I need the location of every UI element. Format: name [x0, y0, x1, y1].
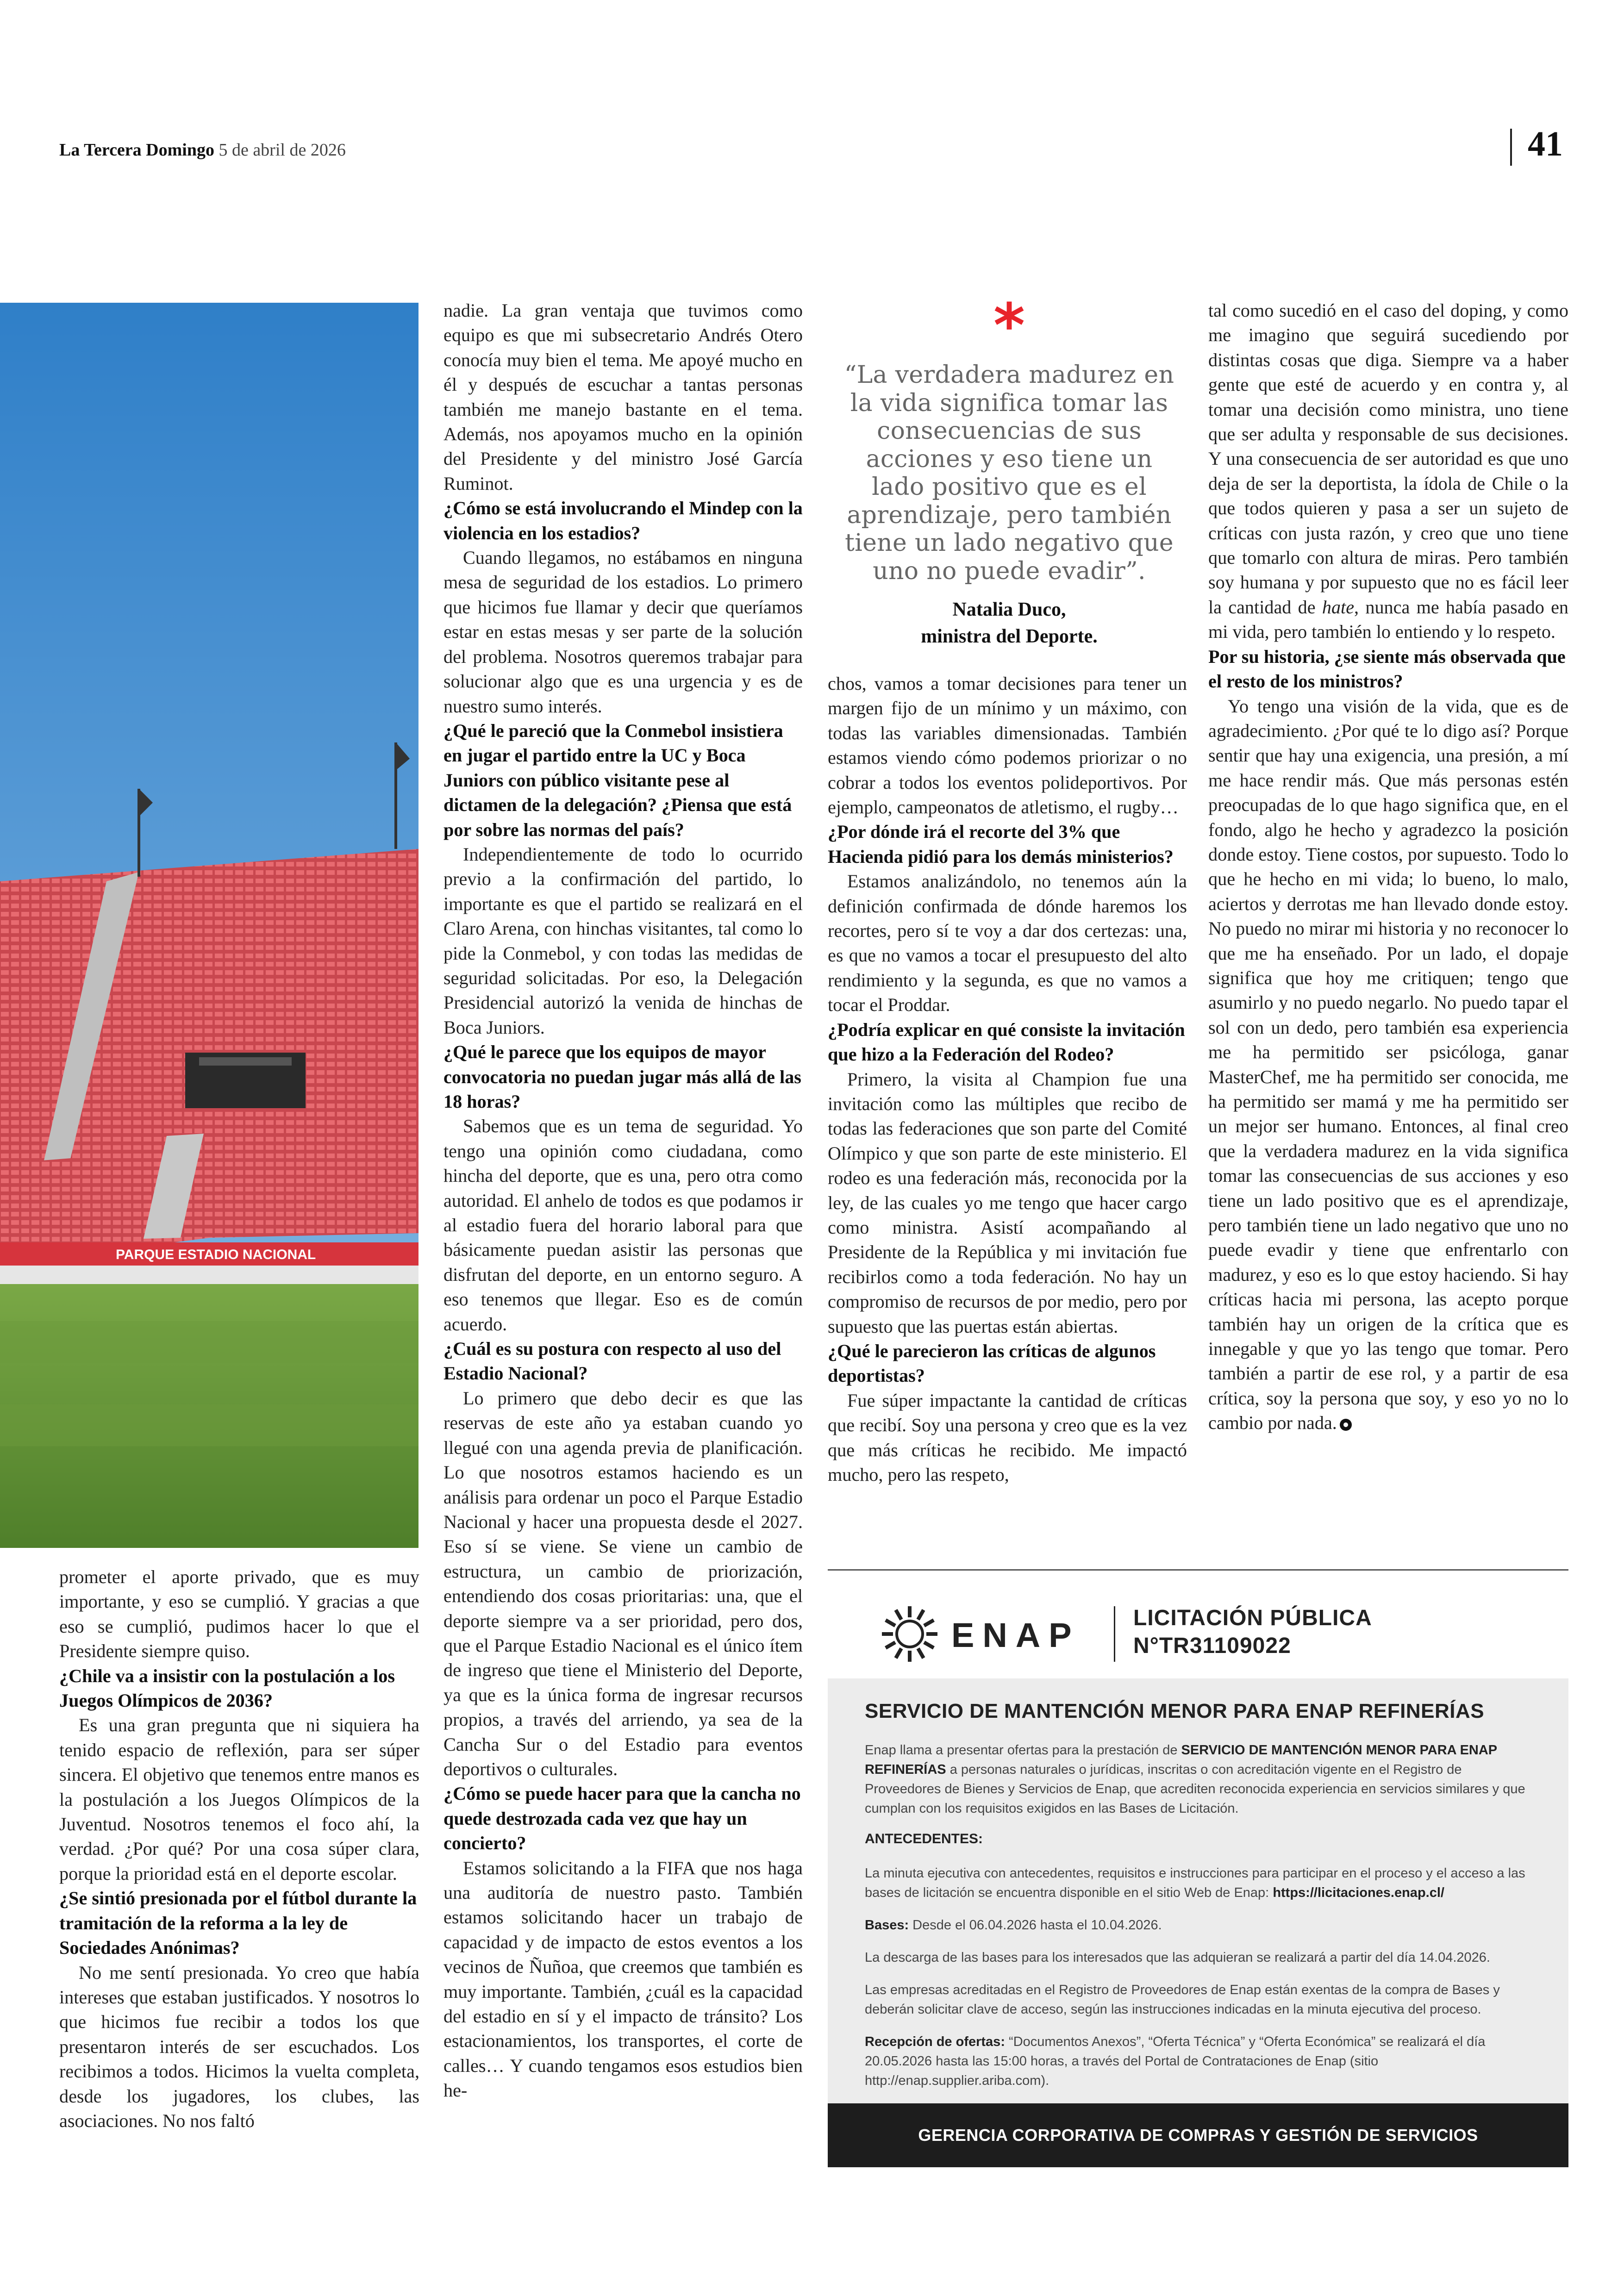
- pull-quote-author: [843, 596, 1176, 650]
- ad-title-line-2: N°TR31109022: [1133, 1634, 1291, 1658]
- ad-minuta: La minuta ejecutiva con antecedentes, requisitos e instrucciones para participar en el proceso y el acceso a las bases de licitación se encuentra disponible en el sitio Web de Enap: https://licitaciones.enap.cl/: [865, 1866, 1525, 1900]
- pull-quote-author-name: Natalia Duco,: [952, 599, 1066, 620]
- interview-answer: Independientemente de todo lo ocurrido previo a la confirmación del partido, lo importante es que el partido se realizará en el Claro Arena, con hinchas visitantes, tal como lo pide la Conmebol, y con todas las medidas de seguridad solicitadas. Por eso, la Delegación Presidencial autorizó la venida de hinchas de Boca Juniors.: [443, 843, 803, 1038]
- interview-answer: Yo tengo una visión de la vida, que es de agradecimiento. ¿Por qué te lo digo así? Porque sentir que hay una exigencia, una presión, a mí me hace rendir más. Que más personas estén preocupadas de lo que hago significa que, en el fondo, algo he hecho y agradezco la posición donde estoy. Tiene costos, por supuesto. Todo lo que he hecho en mi vida; lo bueno, lo malo, aciertos y derrotas me han llevado donde estoy. No puedo no mirar mi historia y no reconocer lo que me ha enseñado. Por un lado, el dopaje significa que hoy me critiquen; tengo que asumirlo y no puedo negarlo. No puedo tapar el sol con un dedo, pero también esa experiencia me ha permitido ser psicóloga, ganar MasterChef, me ha permitido ser conocida, me ha permitido ser mamá y me ha permitido ser un mejor ser humano. Entonces, al final creo que la verdadera madurez en la vida significa tomar las consecuencias de sus acciones y eso tiene un lado positivo que es el aprendizaje, pero también tiene un lado negativo que uno no puede evadir y tiene que enfrentarlo con madurez, y eso es lo que estoy haciendo. Si hay críticas hacia mi persona, las acepto porque también hay un origen de la crítica que es innegable y que yo las tengo que tomar. Pero también a partir de ese rol, y a partir de esa crítica, soy la persona que soy, y eso yo no lo cambio por nada.: [1208, 695, 1568, 1434]
- interview-question: ¿Qué le parece que los equipos de mayor convocatoria no puedan jugar más allá de las 18 horas?: [443, 1041, 801, 1112]
- ad-link[interactable]: https://licitaciones.enap.cl/: [1273, 1885, 1444, 1900]
- interview-question: ¿Qué le parecieron las críticas de algunos deportistas?: [828, 1340, 1156, 1386]
- ad-title-line-1: LICITACIÓN PÚBLICA: [1133, 1606, 1372, 1630]
- ad-recepcion: Recepción de ofertas: “Documentos Anexos”, “Oferta Técnica” y “Oferta Económica” se realizará el día 20.05.2026 hasta las 15:00 horas, a través del Portal de Contrataciones de Enap (sitio http://enap.supplier.ariba.com).: [865, 2034, 1486, 2088]
- enap-logo-icon: [877, 1602, 942, 1669]
- interview-answer: chos, vamos a tomar decisiones para tener un margen fijo de un mínimo y un máximo, con todas las variables dimensionadas. También estamos viendo cómo podemos priorizar o no cobrar a todos los eventos polideportivos. Por ejemplo, campeonatos de atletismo, el rugby…: [828, 673, 1187, 818]
- ad-descarga: La descarga de las bases para los interesados que las adquieran se realizará a partir del día 14.04.2026.: [865, 1950, 1490, 1965]
- interview-answer: Fue súper impactante la cantidad de críticas que recibí. Soy una persona y creo que es la vez que más críticas he recibido. Me impactó mucho, pero las respeto,: [828, 1390, 1187, 1485]
- interview-question: ¿Se sintió presionada por el fútbol durante la tramitación de la reforma a la ley de Sociedades Anónimas?: [59, 1888, 417, 1958]
- interview-answer: Primero, la visita al Champion fue una invitación como las múltiples que recibo de todas las federaciones que son parte del Comité Olímpico y que son parte de este ministerio. El rodeo es una federación más, reconocida por la ley, de las cuales yo me tengo que hacer cargo como ministra. Asistí acompañando al Presidente de la República y mi invitación fue recibirlos como a toda federación. No hay un compromiso de recursos de por medio, pero por supuesto que las puertas están abiertas.: [828, 1068, 1187, 1337]
- ad-title-divider: [1114, 1606, 1115, 1662]
- article-column-1: [59, 1565, 419, 2133]
- interview-answer: Sabemos que es un tema de seguridad. Yo tengo una opinión como ciudadana, como hincha del deporte, que es una, pero otra como autoridad. El anhelo de todos es que podamos ir al estadio fuera del horario laboral para que básicamente puedan asistir las personas que disfrutan del deporte, en un entorno seguro. A eso tenemos que llegar. Eso es de común acuerdo.: [443, 1116, 803, 1335]
- interview-answer: Estamos solicitando a la FIFA que nos haga una auditoría de nuestro pasto. También estamos solicitando hacer un trabajo de capacidad y de impacto de estos eventos a los vecinos de Ñuñoa, que creemos que también es muy importante. También, ¿cuál es la capacidad del estadio en sí y el impacto de tránsito? Los estacionamientos, los transportes, el corte de calles… Y cuando tengamos esos estudios bien he-: [443, 1857, 803, 2101]
- ad-divider: [828, 1569, 1568, 1571]
- pull-quote-author-role: ministra del Deporte.: [921, 626, 1098, 647]
- interview-answer: prometer el aporte privado, que es muy importante, y eso se cumplió. Y gracias a que eso se cumplió, pudimos hacer lo que el Presidente siempre quiso.: [59, 1566, 419, 1662]
- publication-name: La Tercera Domingo: [59, 140, 214, 160]
- ad-bases: Bases: Desde el 06.04.2026 hasta el 10.04.2026.: [865, 1918, 1162, 1933]
- stadium-photo: [0, 303, 418, 1548]
- interview-question: ¿Chile va a insistir con la postulación a los Juegos Olímpicos de 2036?: [59, 1665, 395, 1711]
- ad-body: [828, 1678, 1568, 2103]
- article-column-3: [828, 671, 1187, 1487]
- ad-heading: SERVICIO DE MANTENCIÓN MENOR PARA ENAP REFINERÍAS: [865, 1700, 1485, 1722]
- interview-question: Por su historia, ¿se siente más observada que el resto de los ministros?: [1208, 646, 1566, 692]
- interview-question: ¿Cómo se puede hacer para que la cancha no quede destrozada cada vez que hay un concierto?: [443, 1783, 801, 1854]
- ad-title: [1133, 1604, 1372, 1660]
- interview-answer: Lo primero que debo decir es que las reservas de este año ya estaban cuando yo llegué con una agenda previa de planificación. Lo que nosotros estamos haciendo es un análisis para ordenar un poco el Parque Estadio Nacional y hacer una propuesta desde el 2027. Eso sí se viene. Se viene un cambio de estructura, un cambio de priorización, entendiendo dos cosas prioritarias: una, que el deporte siempre va a ser prioridad, pero dos, que el Parque Estadio Nacional es el único ítem de ingreso que tiene el Ministerio del Deporte, ya que es la única forma de ingresar recursos propios, a través del arriendo, ya sea de la Cancha Sur o del Estadio para eventos deportivos o culturales.: [443, 1387, 803, 1779]
- interview-question: ¿Qué le pareció que la Conmebol insistiera en jugar el partido entre la UC y Boca Juniors con público visitante pese al dictamen de la delegación? ¿Piensa que está por sobre las normas del país?: [443, 720, 792, 840]
- ad-footer: GERENCIA CORPORATIVA DE COMPRAS Y GESTIÓN DE SERVICIOS: [828, 2103, 1568, 2167]
- interview-answer: Cuando llegamos, no estábamos en ninguna mesa de seguridad de los estadios. Lo primero que hicimos fue llamar y decir que queríamos estar en estas mesas y ser parte de la solución del problema. Nosotros queremos trabajar para solucionar algo que es una urgencia y es de nuestro sumo interés.: [443, 547, 803, 717]
- interview-answer: nadie. La gran ventaja que tuvimos como equipo es que mi subsecretario Andrés Otero conocía muy bien el tema. Me apoyé mucho en él y después de escuchar a tantas personas también me manejo bastante en el tema. Además, nos apoyamos mucho en la opinión del Presidente y del ministro José García Ruminot.: [443, 300, 803, 494]
- header-divider: [1510, 129, 1512, 166]
- end-mark-icon: [1340, 1419, 1352, 1431]
- interview-question: ¿Cuál es su postura con respecto al uso del Estadio Nacional?: [443, 1338, 781, 1384]
- article-column-2: [443, 298, 803, 2103]
- asterisk-icon: *: [993, 290, 1025, 361]
- interview-answer: tal como sucedió en el caso del doping, y como me imagino que seguirá sucediendo por distintas cosas que diga. Siempre va a haber gente que esté de acuerdo y en contra y, al tomar una decisión como ministra, uno tiene que ser adulta y responsable de sus decisiones. Y una consecuencia de ser autoridad es que uno deja de ser la deportista, la ídola de Chile o la que todos quieren y pasa a ser un sujeto de críticas con justa razón, y creo que uno tiene que tomarlo con altura de miras. Pero también soy humana y por supuesto que no es fácil leer la cantidad de hate, nunca me había pasado en mi vida, pero también lo entiendo y lo respeto.: [1208, 300, 1568, 642]
- ad-antecedentes-label: ANTECEDENTES:: [865, 1831, 983, 1846]
- interview-question: ¿Por dónde irá el recorte del 3% que Hacienda pidió para los demás ministerios?: [828, 821, 1174, 867]
- publication-date: 5 de abril de 2026: [219, 140, 346, 160]
- ad-empresas: Las empresas acreditadas en el Registro de Proveedores de Enap están exentas de la compra de Bases y deberán solicitar clave de acceso, según las instrucciones indicadas en la minuta ejecutiva del proceso.: [865, 1983, 1500, 2017]
- interview-answer: No me sentí presionada. Yo creo que había intereses que estaban justificados. Y nosotros lo que hicimos fue recibir a todos los que presentaron interés de ser escuchados. Los recibimos a todos. Hicimos la vuelta completa, desde los jugadores, los clubes, las asociaciones. No nos faltó: [59, 1962, 419, 2131]
- ad-intro: Enap llama a presentar ofertas para la prestación de SERVICIO DE MANTENCIÓN MENOR PARA ENAP REFINERÍAS a personas naturales o jurídicas, inscritas o con acreditación vigente en el Registro de Proveedores de Bienes y Servicios de Enap, que acrediten reconocida experiencia en servicios similares y que cumplan con los requisitos exigidos en las Bases de Licitación.: [865, 1743, 1525, 1816]
- pull-quote: “La verdadera madurez en la vida significa tomar las consecuencias de sus acciones y eso tiene un lado positivo que es el aprendizaje, pero también tiene un lado negativo que uno no puede evadir”.: [844, 361, 1174, 585]
- interview-question: ¿Cómo se está involucrando el Mindep con la violencia en los estadios?: [443, 498, 803, 543]
- page-number: 41: [1528, 125, 1563, 163]
- stadium-banner-text: PARQUE ESTADIO NACIONAL: [116, 1247, 316, 1262]
- article-column-4: [1208, 298, 1568, 1435]
- enap-logo-text: ENAP: [951, 1616, 1080, 1654]
- interview-answer: Estamos analizándolo, no tenemos aún la definición confirmada de dónde haremos los recortes, pero sí te voy a dar dos certezas: una, es que no vamos a tocar el presupuesto del alto rendimiento y la segunda, es que no vamos a tocar el Proddar.: [828, 871, 1187, 1016]
- interview-question: ¿Podría explicar en qué consiste la invitación que hizo a la Federación del Rodeo?: [828, 1019, 1185, 1065]
- publication-header: [59, 140, 346, 160]
- interview-answer: Es una gran pregunta que ni siquiera ha tenido espacio de reflexión, para ser súper sincera. El objetivo que tenemos entre manos es la postulación a los Juegos Olímpicos de la Juventud. Nosotros tenemos el foco ahí, la verdad. ¿Por qué? Por una cosa súper clara, porque la prioridad está en el deporte escolar.: [59, 1715, 419, 1884]
